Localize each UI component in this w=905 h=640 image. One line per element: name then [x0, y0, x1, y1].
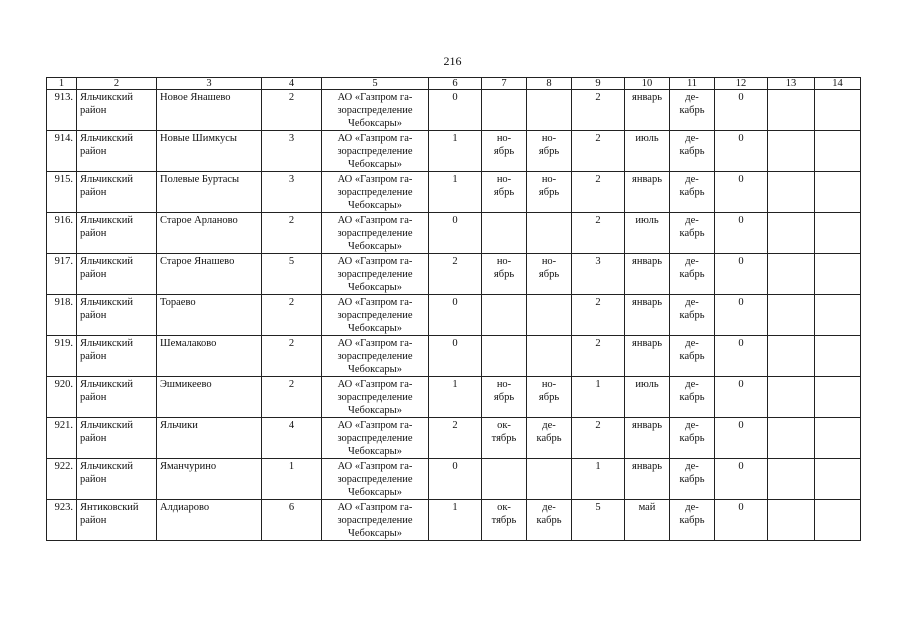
col14-cell [815, 459, 861, 500]
gasification-schedule-table [46, 77, 861, 541]
row-number: 918. [47, 295, 77, 336]
col4-cell: 3 [262, 172, 322, 213]
col7-cell: но- ябрь [482, 131, 527, 172]
col9-cell: 2 [572, 90, 625, 131]
col13-cell [768, 90, 815, 131]
col4-cell: 2 [262, 213, 322, 254]
settlement-cell: Старое Арланово [157, 213, 262, 254]
column-header-12: 12 [715, 78, 768, 90]
row-number: 921. [47, 418, 77, 459]
col8-cell: но- ябрь [527, 254, 572, 295]
column-header-2: 2 [77, 78, 157, 90]
row-number: 917. [47, 254, 77, 295]
col12-cell: 0 [715, 295, 768, 336]
table-row [47, 336, 861, 377]
col4-cell: 3 [262, 131, 322, 172]
col7-cell: ок- тябрь [482, 418, 527, 459]
organization-cell: АО «Газпром га- зораспределение Чебоксары» [322, 295, 429, 336]
col8-cell: но- ябрь [527, 172, 572, 213]
district-cell: Яльчикский район [77, 295, 157, 336]
col10-cell: январь [625, 90, 670, 131]
table-row [47, 172, 861, 213]
col6-cell: 0 [429, 90, 482, 131]
col14-cell [815, 336, 861, 377]
col6-cell: 1 [429, 377, 482, 418]
col12-cell: 0 [715, 172, 768, 213]
col13-cell [768, 213, 815, 254]
col14-cell [815, 172, 861, 213]
settlement-cell: Полевые Буртасы [157, 172, 262, 213]
table-row [47, 459, 861, 500]
col10-cell: июль [625, 377, 670, 418]
organization-cell: АО «Газпром га- зораспределение Чебоксары» [322, 213, 429, 254]
col13-cell [768, 131, 815, 172]
col14-cell [815, 90, 861, 131]
col4-cell: 2 [262, 295, 322, 336]
col13-cell [768, 377, 815, 418]
col12-cell: 0 [715, 336, 768, 377]
page-number: 216 [443, 54, 462, 68]
column-header-10: 10 [625, 78, 670, 90]
col9-cell: 1 [572, 377, 625, 418]
col13-cell [768, 336, 815, 377]
col13-cell [768, 418, 815, 459]
settlement-cell: Алдиарово [157, 500, 262, 541]
col4-cell: 5 [262, 254, 322, 295]
col8-cell [527, 459, 572, 500]
col11-cell: де- кабрь [670, 254, 715, 295]
column-header-13: 13 [768, 78, 815, 90]
col11-cell: де- кабрь [670, 90, 715, 131]
organization-cell: АО «Газпром га- зораспределение Чебоксары» [322, 90, 429, 131]
col13-cell [768, 295, 815, 336]
column-header-11: 11 [670, 78, 715, 90]
col11-cell: де- кабрь [670, 418, 715, 459]
column-header-5: 5 [322, 78, 429, 90]
col10-cell: январь [625, 336, 670, 377]
row-number: 920. [47, 377, 77, 418]
column-header-7: 7 [482, 78, 527, 90]
col7-cell [482, 90, 527, 131]
settlement-cell: Новые Шимкусы [157, 131, 262, 172]
district-cell: Яльчикский район [77, 418, 157, 459]
organization-cell: АО «Газпром га- зораспределение Чебоксары» [322, 459, 429, 500]
col11-cell: де- кабрь [670, 377, 715, 418]
district-cell: Яльчикский район [77, 459, 157, 500]
col6-cell: 1 [429, 500, 482, 541]
col13-cell [768, 172, 815, 213]
col6-cell: 0 [429, 295, 482, 336]
settlement-cell: Старое Янашево [157, 254, 262, 295]
col4-cell: 6 [262, 500, 322, 541]
col10-cell: июль [625, 213, 670, 254]
col8-cell [527, 336, 572, 377]
settlement-cell: Тораево [157, 295, 262, 336]
col13-cell [768, 500, 815, 541]
district-cell: Яльчикский район [77, 131, 157, 172]
col7-cell: ок- тябрь [482, 500, 527, 541]
district-cell: Яльчикский район [77, 336, 157, 377]
col12-cell: 0 [715, 418, 768, 459]
row-number: 922. [47, 459, 77, 500]
col4-cell: 1 [262, 459, 322, 500]
col10-cell: январь [625, 172, 670, 213]
col4-cell: 2 [262, 90, 322, 131]
col8-cell [527, 295, 572, 336]
col14-cell [815, 254, 861, 295]
col8-cell: де- кабрь [527, 418, 572, 459]
col9-cell: 5 [572, 500, 625, 541]
organization-cell: АО «Газпром га- зораспределение Чебоксары» [322, 172, 429, 213]
settlement-cell: Эшмикеево [157, 377, 262, 418]
col9-cell: 2 [572, 213, 625, 254]
col13-cell [768, 459, 815, 500]
col7-cell: но- ябрь [482, 377, 527, 418]
col4-cell: 2 [262, 377, 322, 418]
col12-cell: 0 [715, 131, 768, 172]
col6-cell: 2 [429, 418, 482, 459]
table-row [47, 213, 861, 254]
col9-cell: 3 [572, 254, 625, 295]
column-number-row [47, 78, 861, 90]
col7-cell [482, 336, 527, 377]
col7-cell [482, 295, 527, 336]
organization-cell: АО «Газпром га- зораспределение Чебоксары» [322, 336, 429, 377]
col9-cell: 2 [572, 172, 625, 213]
col12-cell: 0 [715, 90, 768, 131]
col10-cell: январь [625, 459, 670, 500]
col8-cell: де- кабрь [527, 500, 572, 541]
table-row [47, 377, 861, 418]
col14-cell [815, 213, 861, 254]
col9-cell: 2 [572, 336, 625, 377]
column-header-8: 8 [527, 78, 572, 90]
organization-cell: АО «Газпром га- зораспределение Чебоксары» [322, 418, 429, 459]
col11-cell: де- кабрь [670, 336, 715, 377]
col10-cell: январь [625, 254, 670, 295]
col8-cell [527, 213, 572, 254]
table-row [47, 500, 861, 541]
col6-cell: 0 [429, 459, 482, 500]
column-header-3: 3 [157, 78, 262, 90]
col4-cell: 4 [262, 418, 322, 459]
organization-cell: АО «Газпром га- зораспределение Чебоксары» [322, 500, 429, 541]
col10-cell: январь [625, 418, 670, 459]
col6-cell: 1 [429, 172, 482, 213]
organization-cell: АО «Газпром га- зораспределение Чебоксары» [322, 377, 429, 418]
col12-cell: 0 [715, 377, 768, 418]
col12-cell: 0 [715, 459, 768, 500]
col12-cell: 0 [715, 254, 768, 295]
col7-cell: но- ябрь [482, 254, 527, 295]
col11-cell: де- кабрь [670, 213, 715, 254]
column-header-9: 9 [572, 78, 625, 90]
col8-cell: но- ябрь [527, 377, 572, 418]
district-cell: Яльчикский район [77, 213, 157, 254]
district-cell: Яльчикский район [77, 377, 157, 418]
col14-cell [815, 131, 861, 172]
row-number: 916. [47, 213, 77, 254]
column-header-6: 6 [429, 78, 482, 90]
table-body [47, 90, 861, 541]
table-row [47, 295, 861, 336]
settlement-cell: Новое Янашево [157, 90, 262, 131]
district-cell: Яльчикский район [77, 172, 157, 213]
row-number: 923. [47, 500, 77, 541]
col6-cell: 0 [429, 213, 482, 254]
column-header-14: 14 [815, 78, 861, 90]
settlement-cell: Яманчурино [157, 459, 262, 500]
row-number: 913. [47, 90, 77, 131]
district-cell: Яльчикский район [77, 254, 157, 295]
col6-cell: 1 [429, 131, 482, 172]
row-number: 915. [47, 172, 77, 213]
column-header-1: 1 [47, 78, 77, 90]
col12-cell: 0 [715, 213, 768, 254]
table-row [47, 418, 861, 459]
settlement-cell: Яльчики [157, 418, 262, 459]
table-row [47, 131, 861, 172]
col10-cell: май [625, 500, 670, 541]
table-row [47, 254, 861, 295]
col7-cell [482, 213, 527, 254]
col12-cell: 0 [715, 500, 768, 541]
col9-cell: 2 [572, 418, 625, 459]
col8-cell [527, 90, 572, 131]
col13-cell [768, 254, 815, 295]
col6-cell: 0 [429, 336, 482, 377]
col14-cell [815, 295, 861, 336]
col9-cell: 1 [572, 459, 625, 500]
column-header-4: 4 [262, 78, 322, 90]
col10-cell: июль [625, 131, 670, 172]
col11-cell: де- кабрь [670, 172, 715, 213]
settlement-cell: Шемалаково [157, 336, 262, 377]
col9-cell: 2 [572, 295, 625, 336]
district-cell: Янтиковский район [77, 500, 157, 541]
col9-cell: 2 [572, 131, 625, 172]
col11-cell: де- кабрь [670, 459, 715, 500]
organization-cell: АО «Газпром га- зораспределение Чебоксары» [322, 131, 429, 172]
col6-cell: 2 [429, 254, 482, 295]
table-row [47, 90, 861, 131]
organization-cell: АО «Газпром га- зораспределение Чебоксары» [322, 254, 429, 295]
col14-cell [815, 418, 861, 459]
col11-cell: де- кабрь [670, 131, 715, 172]
col10-cell: январь [625, 295, 670, 336]
col11-cell: де- кабрь [670, 500, 715, 541]
col14-cell [815, 377, 861, 418]
col7-cell [482, 459, 527, 500]
col7-cell: но- ябрь [482, 172, 527, 213]
col14-cell [815, 500, 861, 541]
col11-cell: де- кабрь [670, 295, 715, 336]
row-number: 914. [47, 131, 77, 172]
col4-cell: 2 [262, 336, 322, 377]
row-number: 919. [47, 336, 77, 377]
district-cell: Яльчикский район [77, 90, 157, 131]
col8-cell: но- ябрь [527, 131, 572, 172]
